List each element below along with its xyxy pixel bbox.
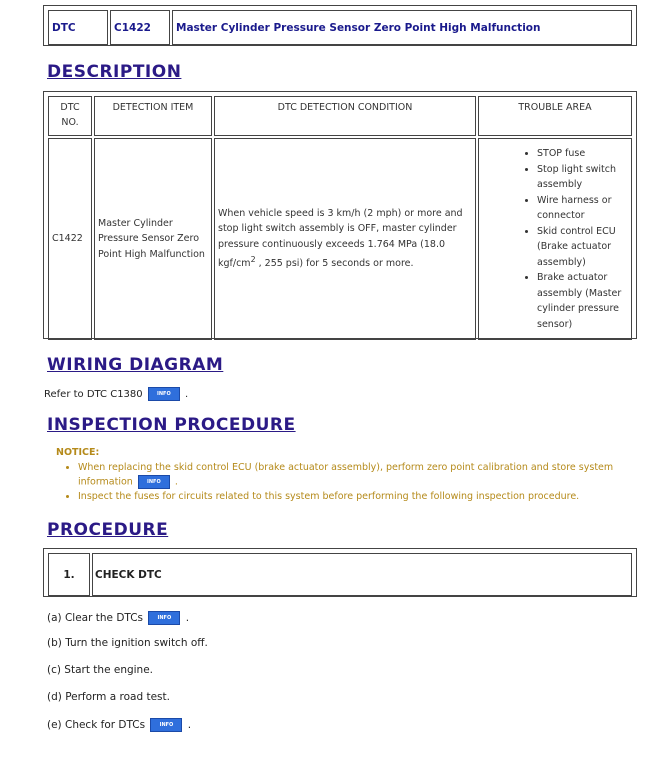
row-trouble-area xyxy=(478,138,632,340)
trouble-area-item: • Brake actuator assembly (Master cylinder pressure sensor) xyxy=(537,270,628,332)
notice-list xyxy=(56,461,636,504)
step-title: CHECK DTC xyxy=(92,553,632,596)
wiring-diagram-heading: WIRING DIAGRAM xyxy=(47,355,224,375)
condition-superscript: 2 xyxy=(250,255,256,265)
col-trouble-area: TROUBLE AREA xyxy=(478,96,632,136)
step-table xyxy=(43,548,637,597)
notice-item xyxy=(78,461,636,490)
description-heading: DESCRIPTION xyxy=(47,62,182,82)
procedure-heading: PROCEDURE xyxy=(47,520,169,540)
description-table xyxy=(43,91,637,339)
procedure-step-text: (e) Check for DTCs xyxy=(47,719,146,731)
dtc-code: C1422 xyxy=(110,10,170,45)
col-detection-item: DETECTION ITEM xyxy=(94,96,212,136)
wiring-reference-text: Refer to DTC C1380 xyxy=(44,389,143,400)
notice-title: NOTICE: xyxy=(56,447,100,458)
condition-text-end: , 255 psi) for 5 seconds or more. xyxy=(255,258,414,270)
col-dtc-no: DTC NO. xyxy=(48,96,92,136)
dtc-title: Master Cylinder Pressure Sensor Zero Point High Malfunction xyxy=(172,10,632,45)
dtc-label: DTC xyxy=(48,10,108,45)
info-link-button[interactable]: INFO xyxy=(138,475,170,489)
dtc-header-table xyxy=(43,5,637,46)
notice-item-period: . xyxy=(174,476,178,488)
procedure-step: (c) Start the engine. xyxy=(47,664,154,676)
procedure-step-text: (a) Clear the DTCs xyxy=(47,612,144,624)
wiring-reference-period: . xyxy=(185,389,189,400)
procedure-step xyxy=(47,718,191,732)
inspection-procedure-heading: INSPECTION PROCEDURE xyxy=(47,415,296,435)
procedure-step xyxy=(47,611,189,625)
trouble-area-item: • Wire harness or connector xyxy=(537,193,628,224)
trouble-area-list xyxy=(523,146,628,332)
row-detection-condition xyxy=(214,138,476,340)
trouble-area-item: • Stop light switch assembly xyxy=(537,162,628,193)
procedure-step: (b) Turn the ignition switch off. xyxy=(47,637,208,649)
procedure-step-period: . xyxy=(185,612,190,624)
wiring-reference xyxy=(44,387,188,401)
info-link-button[interactable]: INFO xyxy=(148,611,180,625)
notice-block xyxy=(56,447,636,504)
procedure-step-period: . xyxy=(187,719,192,731)
row-detection-item: Master Cylinder Pressure Sensor Zero Point High Malfunction xyxy=(94,138,212,340)
info-link-button[interactable]: INFO xyxy=(150,718,182,732)
step-number: 1. xyxy=(48,553,90,596)
trouble-area-item: • STOP fuse xyxy=(537,146,628,162)
info-link-button[interactable]: INFO xyxy=(148,387,180,401)
condition-text: When vehicle speed is 3 km/h (2 mph) or more and stop light switch assembly is OFF, master cylinder pressure continuously exceeds 1.764 MPa (18.0 kgf/cm xyxy=(218,207,463,270)
trouble-area-item: • Skid control ECU (Brake actuator assembly) xyxy=(537,224,628,271)
notice-item-text: When replacing the skid control ECU (brake actuator assembly), perform zero point calibration and store system information xyxy=(78,462,614,488)
notice-item: • Inspect the fuses for circuits related to this system before performing the following inspection procedure. xyxy=(78,490,636,504)
col-detection-condition: DTC DETECTION CONDITION xyxy=(214,96,476,136)
procedure-step: (d) Perform a road test. xyxy=(47,691,170,703)
row-dtc-no: C1422 xyxy=(48,138,92,340)
